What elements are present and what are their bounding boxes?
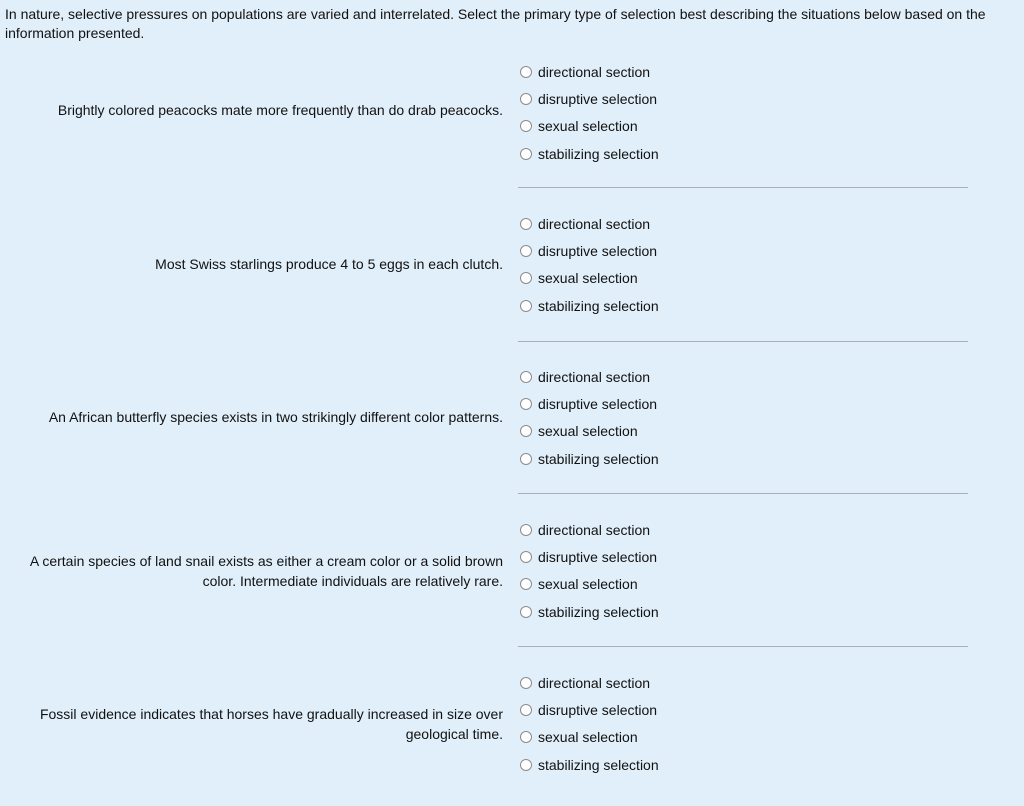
answer-options [520,58,659,168]
option-label: sexual selection [538,729,638,746]
option-stabilizing[interactable] [520,140,659,167]
radio-button-icon[interactable] [520,66,532,78]
question-prompt: Brightly colored peacocks mate more frequently than do drab peacocks. [57,102,503,118]
option-label: sexual selection [538,118,638,135]
option-label: disruptive selection [538,396,658,413]
radio-button-icon[interactable] [520,453,532,465]
answer-options [520,210,659,320]
option-directional[interactable] [520,210,659,237]
answer-options [520,363,659,473]
answer-options [520,516,659,626]
radio-button-icon[interactable] [520,148,532,160]
option-directional[interactable] [520,516,659,543]
instructions-text: In nature, selective pressures on populations are varied and interrelated. Select the primary type of selection best describing the situations below based on the information presented. [5,6,986,41]
option-label: disruptive selection [538,702,658,719]
option-label: stabilizing selection [538,603,659,620]
option-label: stabilizing selection [538,297,659,314]
option-label: disruptive selection [538,549,658,566]
radio-button-icon[interactable] [520,272,532,284]
divider [518,493,968,494]
option-sexual[interactable] [520,571,659,598]
radio-button-icon[interactable] [520,371,532,383]
option-label: sexual selection [538,423,638,440]
question-1 [0,58,1024,188]
option-disruptive[interactable] [520,390,659,417]
option-label: stabilizing selection [538,450,659,467]
option-sexual[interactable] [520,265,659,292]
option-sexual[interactable] [520,113,659,140]
question-prompt: A certain species of land snail exists as either a cream color or a solid brown color. Intermediate individuals are relatively rare. [29,553,503,589]
option-sexual[interactable] [520,418,659,445]
radio-button-icon[interactable] [520,245,532,257]
option-label: directional section [538,521,651,538]
radio-button-icon[interactable] [520,425,532,437]
option-directional[interactable] [520,363,659,390]
option-disruptive[interactable] [520,237,659,264]
question-5 [0,669,1024,799]
radio-button-icon[interactable] [520,218,532,230]
question-3 [0,363,1024,493]
radio-button-icon[interactable] [520,93,532,105]
option-directional[interactable] [520,58,659,85]
radio-button-icon[interactable] [520,524,532,536]
radio-button-icon[interactable] [520,578,532,590]
option-directional[interactable] [520,669,659,696]
radio-button-icon[interactable] [520,759,532,771]
option-stabilizing[interactable] [520,292,659,319]
radio-button-icon[interactable] [520,551,532,563]
option-disruptive[interactable] [520,696,659,723]
option-disruptive[interactable] [520,543,659,570]
option-stabilizing[interactable] [520,445,659,472]
divider [518,341,968,342]
answer-options [520,669,659,779]
option-label: stabilizing selection [538,756,659,773]
option-stabilizing[interactable] [520,751,659,778]
option-label: sexual selection [538,576,638,593]
option-label: directional section [538,674,651,691]
option-label: disruptive selection [538,91,658,108]
question-4 [0,516,1024,646]
question-prompt: Most Swiss starlings produce 4 to 5 eggs in each clutch. [155,256,503,272]
option-label: directional section [538,215,651,232]
option-label: disruptive selection [538,243,658,260]
option-label: directional section [538,63,651,80]
question-prompt: Fossil evidence indicates that horses have gradually increased in size over geological time. [39,706,503,742]
divider [518,646,968,647]
option-sexual[interactable] [520,724,659,751]
option-disruptive[interactable] [520,85,659,112]
option-label: stabilizing selection [538,145,659,162]
radio-button-icon[interactable] [520,300,532,312]
option-stabilizing[interactable] [520,598,659,625]
radio-button-icon[interactable] [520,731,532,743]
question-prompt: An African butterfly species exists in two strikingly different color patterns. [48,409,503,425]
radio-button-icon[interactable] [520,606,532,618]
radio-button-icon[interactable] [520,677,532,689]
option-label: directional section [538,368,651,385]
radio-button-icon[interactable] [520,704,532,716]
divider [518,187,968,188]
option-label: sexual selection [538,270,638,287]
question-2 [0,210,1024,340]
radio-button-icon[interactable] [520,120,532,132]
radio-button-icon[interactable] [520,398,532,410]
